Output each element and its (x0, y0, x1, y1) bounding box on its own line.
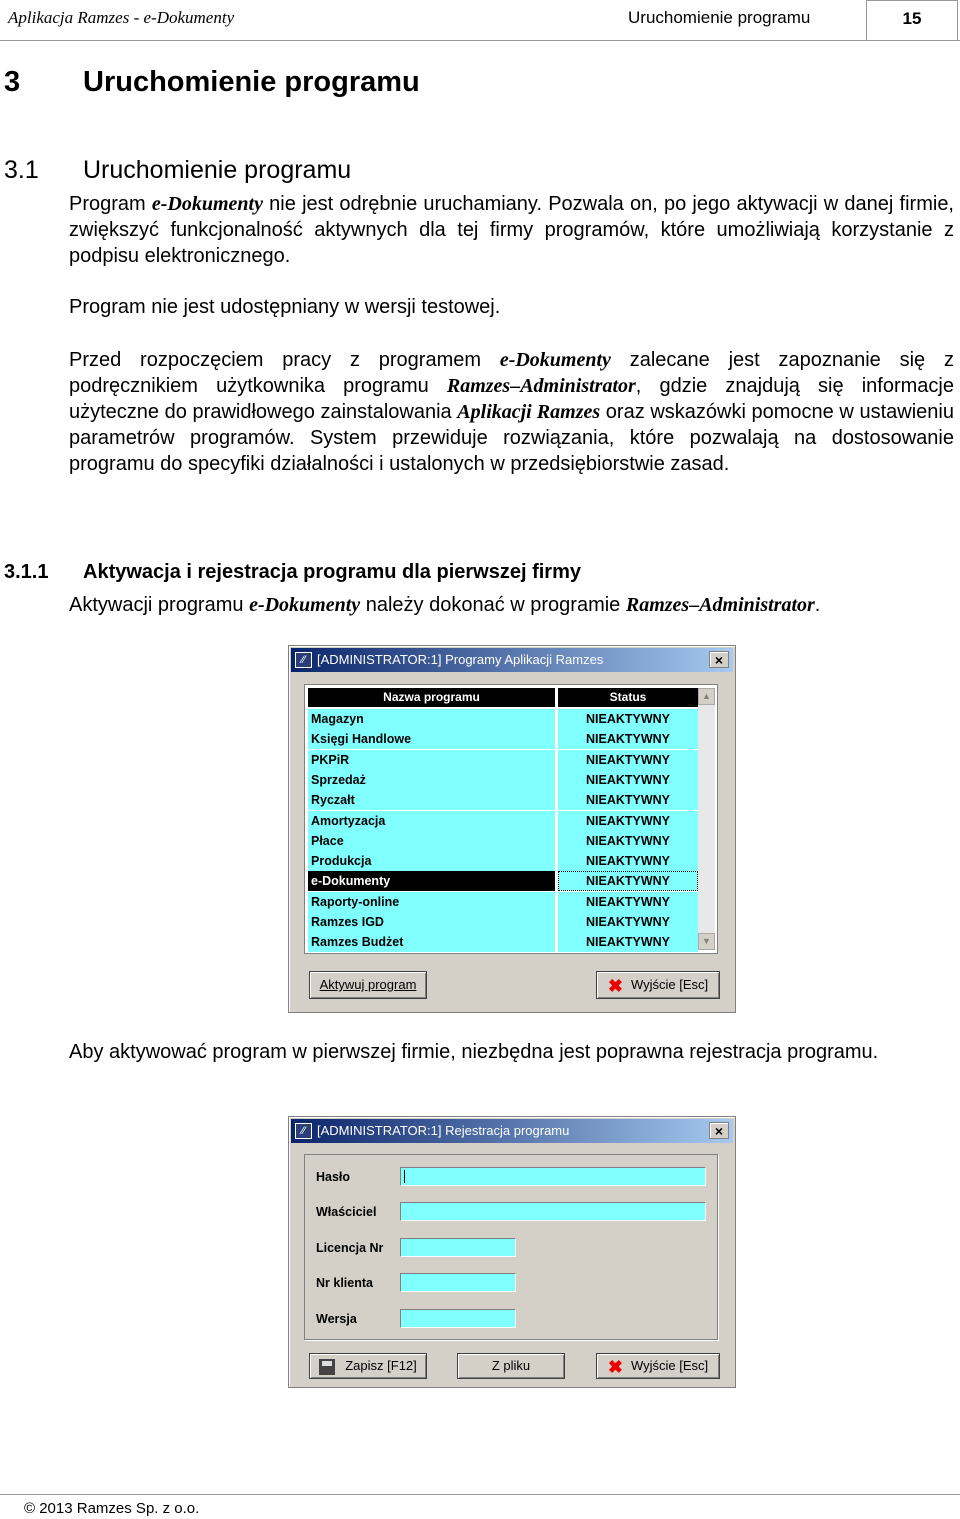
program-name: Sprzedaż (308, 770, 555, 790)
red-x-icon: ✖ (607, 975, 623, 996)
program-status: NIEAKTYWNY (558, 932, 698, 952)
programs-table (304, 684, 718, 954)
program-status: NIEAKTYWNY (558, 892, 698, 912)
para1-text-a: Program (69, 193, 152, 215)
owner-field[interactable] (400, 1202, 706, 1221)
save-button[interactable] (309, 1353, 427, 1379)
program-name: Ramzes Budżet (308, 932, 555, 952)
program-name: Płace (308, 831, 555, 851)
para3-text-e: , gdzie znajdują się informacje użyteczne do prawidłowego zainstalowania (69, 375, 954, 423)
exit-button[interactable] (596, 971, 720, 999)
vertical-scrollbar[interactable] (698, 688, 715, 950)
program-name: Ramzes IGD (308, 912, 555, 932)
para1-text-c: nie jest odrębnie uruchamiany. Pozwala on, po jego aktywacji w danej firmie, zwiększyć funkcjonalność aktywnych dla tej firmy programów, które umożliwiają korzystanie z podpisu elektronicznego. (69, 193, 954, 267)
registration-form-panel (304, 1154, 718, 1340)
from-file-button[interactable] (457, 1353, 565, 1379)
floppy-disk-icon (319, 1359, 335, 1375)
red-x-icon: ✖ (607, 1356, 623, 1377)
para3-text-g: oraz wskazówki pomocne w ustawieniu parametrów programów. System przewiduje rozwiązania, które pozwalają na dostosowanie programu do specyfiki działalności i ustalonych w przedsiębiorstwie zasad. (69, 401, 954, 475)
para4-text-a: Aktywacji programu (69, 594, 250, 616)
text-caret (404, 1170, 405, 1183)
section-number: 3.1 (4, 156, 39, 184)
chapter-title: Uruchomienie programu (83, 66, 420, 98)
para3-text-a: Przed rozpoczęciem pracy z programem (69, 349, 500, 371)
program-status: NIEAKTYWNY (558, 729, 698, 749)
program-status: NIEAKTYWNY (558, 871, 698, 891)
scroll-down-icon[interactable]: ▼ (698, 933, 715, 950)
password-label: Hasło (316, 1170, 351, 1184)
para4-admin-name: Ramzes–Administrator (625, 594, 815, 616)
paragraph-intro (69, 191, 954, 269)
chapter-number: 3 (4, 66, 21, 98)
para3-app-name: Aplikacji Ramzes (457, 401, 601, 423)
program-name: Amortyzacja (308, 811, 555, 831)
from-file-label: Z pliku (491, 1358, 531, 1373)
para3-program-name: e-Dokumenty (499, 349, 611, 371)
license-label: Licencja Nr (316, 1241, 384, 1255)
program-status: NIEAKTYWNY (558, 770, 698, 790)
programs-dialog-titlebar[interactable] (291, 648, 733, 672)
client-number-field[interactable] (400, 1273, 516, 1292)
chapter-heading (4, 66, 20, 99)
program-status: NIEAKTYWNY (558, 709, 698, 729)
program-name: Księgi Handlowe (308, 729, 555, 749)
owner-label: Właściciel (316, 1205, 377, 1219)
close-icon[interactable]: × (709, 1122, 729, 1139)
column-header-status[interactable]: Status (558, 688, 698, 707)
para1-program-name: e-Dokumenty (151, 193, 263, 215)
program-status: NIEAKTYWNY (558, 811, 698, 831)
program-status: NIEAKTYWNY (558, 790, 698, 810)
para4-program-name: e-Dokumenty (249, 594, 361, 616)
version-field[interactable] (400, 1309, 516, 1328)
program-name: Ryczałt (308, 790, 555, 810)
version-label: Wersja (316, 1312, 357, 1326)
exit-button[interactable] (596, 1353, 720, 1379)
close-icon[interactable]: × (709, 651, 729, 668)
subsection-title: Aktywacja i rejestracja programu dla pierwszej firmy (83, 561, 581, 583)
paragraph-registration: Aby aktywować program w pierwszej firmie, niezbędna jest poprawna rejestracja programu. (69, 1041, 879, 1063)
footer-divider (0, 1494, 960, 1495)
section-title: Uruchomienie programu (83, 156, 352, 184)
program-status: NIEAKTYWNY (558, 750, 698, 770)
header-divider (0, 40, 960, 41)
column-header-name[interactable]: Nazwa programu (308, 688, 555, 707)
header-document-title: Aplikacja Ramzes - e-Dokumenty (8, 8, 235, 27)
activate-program-label: Aktywuj program (319, 977, 417, 992)
app-logo-icon: ⁄⁄ (295, 652, 312, 668)
paragraph-before-start (69, 347, 954, 477)
programs-dialog (288, 645, 736, 1013)
paragraph-activation (69, 592, 954, 618)
program-status: NIEAKTYWNY (558, 831, 698, 851)
footer-copyright: © 2013 Ramzes Sp. z o.o. (24, 1500, 200, 1517)
exit-label: Wyjście [Esc] (630, 977, 709, 992)
para3-text-c: zalecane jest zapoznanie się z podręcznikiem użytkownika programu (69, 349, 954, 397)
scroll-up-icon[interactable]: ▲ (698, 688, 715, 705)
save-label: Zapisz [F12] (345, 1358, 417, 1373)
programs-dialog-title: [ADMINISTRATOR:1] Programy Aplikacji Ramzes (317, 652, 604, 667)
activate-program-button[interactable] (309, 971, 427, 999)
para4-text-c: należy dokonać w programie (360, 594, 626, 616)
program-name: e-Dokumenty (308, 871, 555, 891)
para4-text-e: . (814, 594, 821, 616)
program-name: Raporty-online (308, 892, 555, 912)
registration-dialog (288, 1116, 736, 1388)
license-field[interactable] (400, 1238, 516, 1257)
header-chapter-title: Uruchomienie programu (628, 8, 811, 27)
program-status: NIEAKTYWNY (558, 851, 698, 871)
program-name: Produkcja (308, 851, 555, 871)
program-name: Magazyn (308, 709, 555, 729)
page-number: 15 (902, 9, 922, 28)
program-status: NIEAKTYWNY (558, 912, 698, 932)
password-field[interactable] (400, 1167, 706, 1186)
app-logo-icon: ⁄⁄ (295, 1123, 312, 1139)
client-number-label: Nr klienta (316, 1276, 373, 1290)
program-name: PKPiR (308, 750, 555, 770)
exit-label: Wyjście [Esc] (630, 1358, 709, 1373)
registration-dialog-titlebar[interactable] (291, 1119, 733, 1143)
paragraph-trial-note: Program nie jest udostępniany w wersji testowej. (69, 296, 501, 318)
para3-admin-name: Ramzes–Administrator (446, 375, 636, 397)
subsection-number: 3.1.1 (4, 561, 49, 583)
registration-dialog-title: [ADMINISTRATOR:1] Rejestracja programu (317, 1123, 570, 1138)
